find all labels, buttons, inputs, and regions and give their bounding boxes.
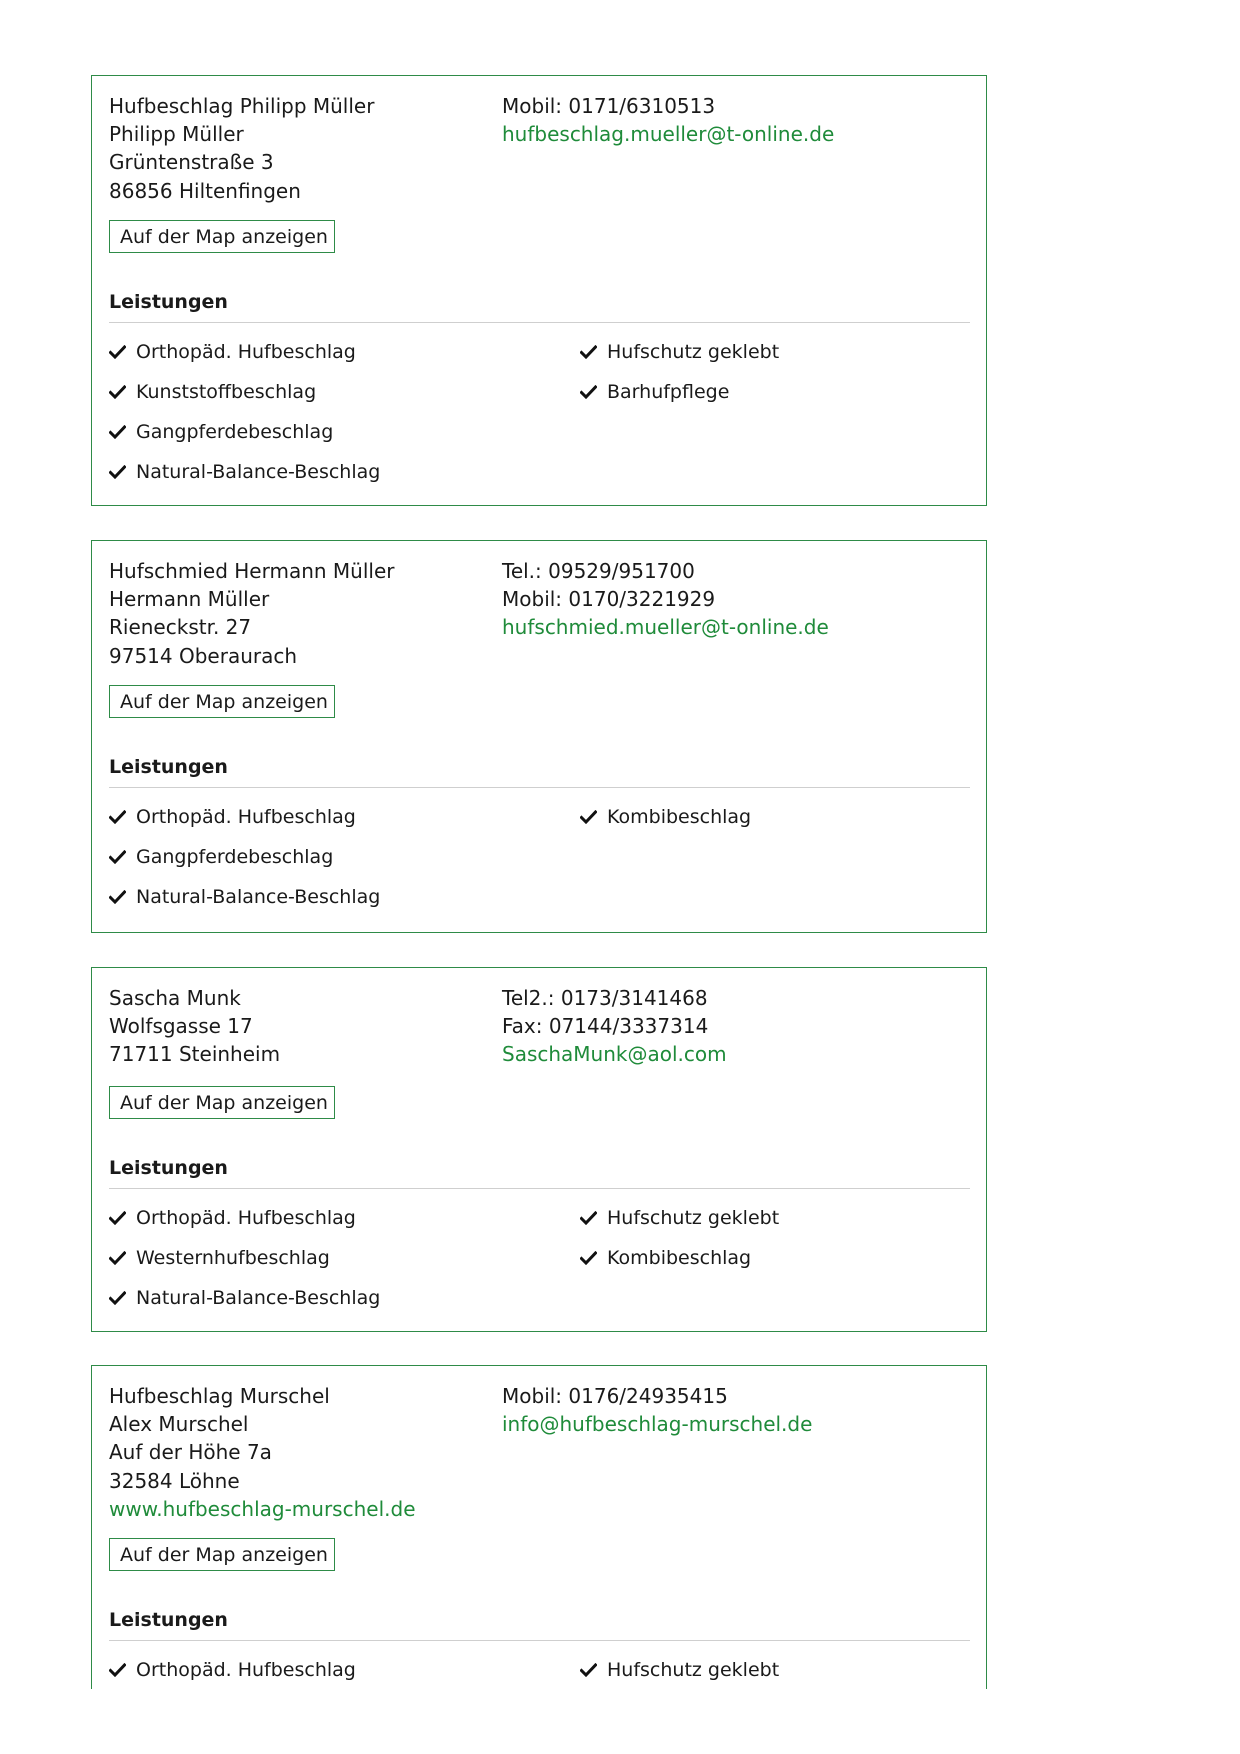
postal-city: 97514 Oberaurach <box>109 643 298 668</box>
service-item <box>109 1246 330 1270</box>
street-address: Auf der Höhe 7a <box>109 1440 272 1465</box>
service-label: Kunststoffbeschlag <box>136 381 317 403</box>
checkmark-icon <box>580 345 597 359</box>
service-item <box>580 380 729 404</box>
contact-person: Philipp Müller <box>109 122 244 147</box>
service-item <box>580 1246 751 1270</box>
phone-number-2: Tel2.: 0173/3141468 <box>502 986 708 1010</box>
service-label: Orthopäd. Hufbeschlag <box>136 1659 356 1681</box>
service-label: Hufschutz geklebt <box>607 1659 780 1681</box>
mobile-number: Mobil: 0176/24935415 <box>502 1384 728 1408</box>
company-name: Hufschmied Hermann Müller <box>109 559 395 583</box>
fax-number: Fax: 07144/3337314 <box>502 1014 709 1039</box>
checkmark-icon <box>109 465 126 479</box>
service-item <box>109 460 380 484</box>
service-item <box>109 1286 380 1310</box>
street-address: Wolfsgasse 17 <box>109 1014 253 1039</box>
service-label: Orthopäd. Hufbeschlag <box>136 1207 356 1229</box>
service-label: Hufschutz geklebt <box>607 1207 780 1229</box>
postal-city: 32584 Löhne <box>109 1468 240 1493</box>
postal-city: 86856 Hiltenfingen <box>109 178 301 203</box>
show-on-map-button[interactable]: Auf der Map anzeigen <box>109 1086 335 1119</box>
service-label: Kombibeschlag <box>607 1247 752 1269</box>
provider-address <box>109 984 280 1069</box>
service-label: Barhufpflege <box>607 381 730 403</box>
service-item <box>109 805 356 829</box>
email-link[interactable]: SaschaMunk@aol.com <box>502 1042 727 1067</box>
phone-number: Tel.: 09529/951700 <box>502 559 695 583</box>
contact-person: Alex Murschel <box>109 1412 249 1437</box>
service-label: Orthopäd. Hufbeschlag <box>136 806 356 828</box>
checkmark-icon <box>109 1663 126 1677</box>
contact-info <box>502 984 727 1069</box>
service-item <box>109 380 316 404</box>
service-item <box>109 845 333 869</box>
service-label: Gangpferdebeschlag <box>136 846 334 868</box>
service-item <box>580 1206 779 1230</box>
services-heading: Leistungen <box>109 291 228 313</box>
provider-card <box>91 1365 987 1689</box>
checkmark-icon <box>109 1291 126 1305</box>
service-item <box>580 340 779 364</box>
service-item <box>109 1206 356 1230</box>
mobile-number: Mobil: 0170/3221929 <box>502 587 716 612</box>
service-label: Westernhufbeschlag <box>136 1247 330 1269</box>
provider-address <box>109 1382 416 1523</box>
website-link[interactable]: www.hufbeschlag-murschel.de <box>109 1496 416 1521</box>
checkmark-icon <box>109 425 126 439</box>
divider <box>109 1188 970 1189</box>
service-label: Hufschutz geklebt <box>607 341 780 363</box>
divider <box>109 1640 970 1641</box>
company-name: Hufbeschlag Philipp Müller <box>109 94 375 118</box>
service-label: Natural-Balance-Beschlag <box>136 461 381 483</box>
service-item <box>109 1658 356 1682</box>
email-link[interactable]: info@hufbeschlag-murschel.de <box>502 1412 813 1437</box>
mobile-number: Mobil: 0171/6310513 <box>502 94 716 118</box>
company-name: Sascha Munk <box>109 986 241 1010</box>
checkmark-icon <box>109 850 126 864</box>
company-name: Hufbeschlag Murschel <box>109 1384 330 1408</box>
checkmark-icon <box>580 810 597 824</box>
checkmark-icon <box>580 385 597 399</box>
checkmark-icon <box>109 345 126 359</box>
checkmark-icon <box>109 1251 126 1265</box>
service-item <box>109 885 380 909</box>
service-label: Natural-Balance-Beschlag <box>136 886 381 908</box>
divider <box>109 322 970 323</box>
contact-info <box>502 557 829 642</box>
show-on-map-button[interactable]: Auf der Map anzeigen <box>109 1538 335 1571</box>
postal-city: 71711 Steinheim <box>109 1042 281 1067</box>
services-heading: Leistungen <box>109 756 228 778</box>
service-label: Orthopäd. Hufbeschlag <box>136 341 356 363</box>
services-heading: Leistungen <box>109 1157 228 1179</box>
street-address: Grüntenstraße 3 <box>109 150 274 175</box>
service-item <box>580 805 751 829</box>
provider-card <box>91 967 987 1332</box>
contact-info <box>502 1382 812 1438</box>
email-link[interactable]: hufbeschlag.mueller@t-online.de <box>502 122 835 147</box>
service-label: Natural-Balance-Beschlag <box>136 1287 381 1309</box>
service-item <box>109 340 356 364</box>
checkmark-icon <box>580 1211 597 1225</box>
street-address: Rieneckstr. 27 <box>109 615 252 640</box>
checkmark-icon <box>109 1211 126 1225</box>
show-on-map-button[interactable]: Auf der Map anzeigen <box>109 220 335 253</box>
provider-address <box>109 92 374 205</box>
contact-person: Hermann Müller <box>109 587 270 612</box>
service-label: Kombibeschlag <box>607 806 752 828</box>
services-heading: Leistungen <box>109 1609 228 1631</box>
provider-card <box>91 540 987 933</box>
checkmark-icon <box>109 385 126 399</box>
service-item <box>580 1658 779 1682</box>
checkmark-icon <box>580 1251 597 1265</box>
service-label: Gangpferdebeschlag <box>136 421 334 443</box>
divider <box>109 787 970 788</box>
service-item <box>109 420 333 444</box>
checkmark-icon <box>109 810 126 824</box>
provider-address <box>109 557 394 670</box>
email-link[interactable]: hufschmied.mueller@t-online.de <box>502 615 829 640</box>
checkmark-icon <box>109 890 126 904</box>
show-on-map-button[interactable]: Auf der Map anzeigen <box>109 685 335 718</box>
provider-card <box>91 75 987 506</box>
contact-info <box>502 92 834 148</box>
checkmark-icon <box>580 1663 597 1677</box>
